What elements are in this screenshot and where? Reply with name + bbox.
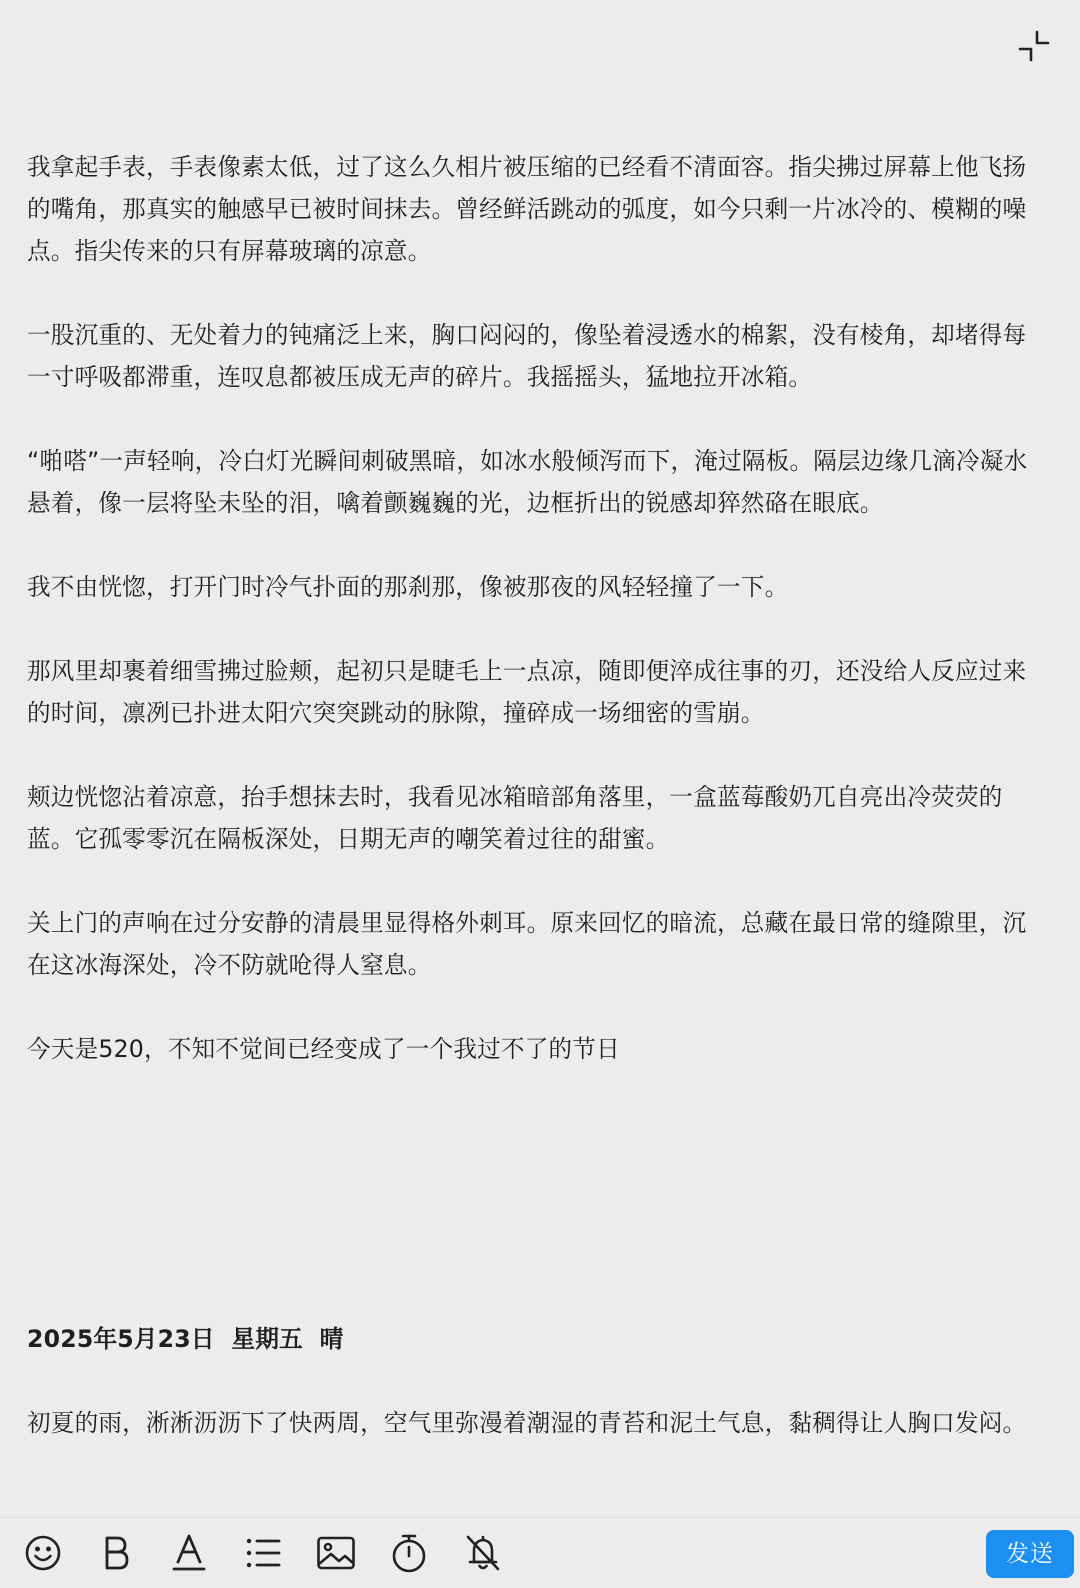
paragraph: 颊边恍惚沾着凉意，抬手想抹去时，我看见冰箱暗部角落里，一盒蓝莓酸奶兀自亮出冷荧荧的蓝。它孤零零沉在隔板深处，日期无声的嘲笑着过往的甜蜜。 [27, 783, 1003, 853]
reminder-button[interactable] [463, 1533, 503, 1573]
paragraph: 关上门的声响在过分安静的清晨里显得格外刺耳。原来回忆的暗流，总藏在最日常的缝隙里，沉在这冰海深处，冷不防就呛得人窒息。 [27, 909, 1027, 979]
date-heading: 2025年5月23日 星期五 晴 [27, 1325, 344, 1353]
paragraph: “啪嗒”一声轻响，冷白灯光瞬间刺破黑暗，如冰水般倾泻而下，淹过隔板。隔层边缘几滴冷凝水悬着，像一层将坠未坠的泪，噙着颤巍巍的光，边框折出的锐感却猝然硌在眼底。 [27, 447, 1028, 517]
paragraph: 今天是520，不知不觉间已经变成了一个我过不了的节日 [27, 1035, 620, 1063]
text-color-button[interactable] [169, 1533, 209, 1573]
image-icon [316, 1535, 356, 1571]
paragraph: 那风里却裹着细雪拂过脸颊，起初只是睫毛上一点凉，随即便淬成往事的刃，还没给人反应过来的时间，凛冽已扑进太阳穴突突跳动的脉隙，撞碎成一场细密的雪崩。 [27, 657, 1027, 727]
editor-toolbar [0, 1517, 1080, 1588]
collapse-button[interactable] [1014, 26, 1054, 66]
paragraph: 初夏的雨，淅淅沥沥下了快两周，空气里弥漫着潮湿的青苔和泥土气息，黏稠得让人胸口发闷。 [27, 1409, 1027, 1437]
bell-off-icon [464, 1533, 502, 1573]
list-icon [244, 1534, 282, 1572]
emoji-icon [24, 1534, 62, 1572]
list-button[interactable] [243, 1533, 283, 1573]
timer-icon [390, 1533, 428, 1573]
emoji-button[interactable] [23, 1533, 63, 1573]
paragraph: 一股沉重的、无处着力的钝痛泛上来，胸口闷闷的，像坠着浸透水的棉絮，没有棱角，却堵得每一寸呼吸都滞重，连叹息都被压成无声的碎片。我摇摇头，猛地拉开冰箱。 [27, 321, 1027, 391]
paragraph: 我不由恍惚，打开门时冷气扑面的那刹那，像被那夜的风轻轻撞了一下。 [27, 573, 789, 601]
timer-button[interactable] [389, 1533, 429, 1573]
collapse-icon [1017, 29, 1051, 63]
paragraph: 我拿起手表，手表像素太低，过了这么久相片被压缩的已经看不清面容。指尖拂过屏幕上他飞扬的嘴角，那真实的触感早已被时间抹去。曾经鲜活跳动的弧度，如今只剩一片冰冷的、模糊的噪点。指尖传来的只有屏幕玻璃的凉意。 [27, 153, 1027, 265]
send-button[interactable]: 发送 [986, 1530, 1074, 1578]
text-color-icon [171, 1533, 207, 1573]
editor-area[interactable] [27, 146, 1040, 1492]
bold-button[interactable] [96, 1533, 136, 1573]
image-button[interactable] [316, 1533, 356, 1573]
bold-icon [100, 1534, 132, 1572]
blank-space [27, 1112, 1040, 1318]
